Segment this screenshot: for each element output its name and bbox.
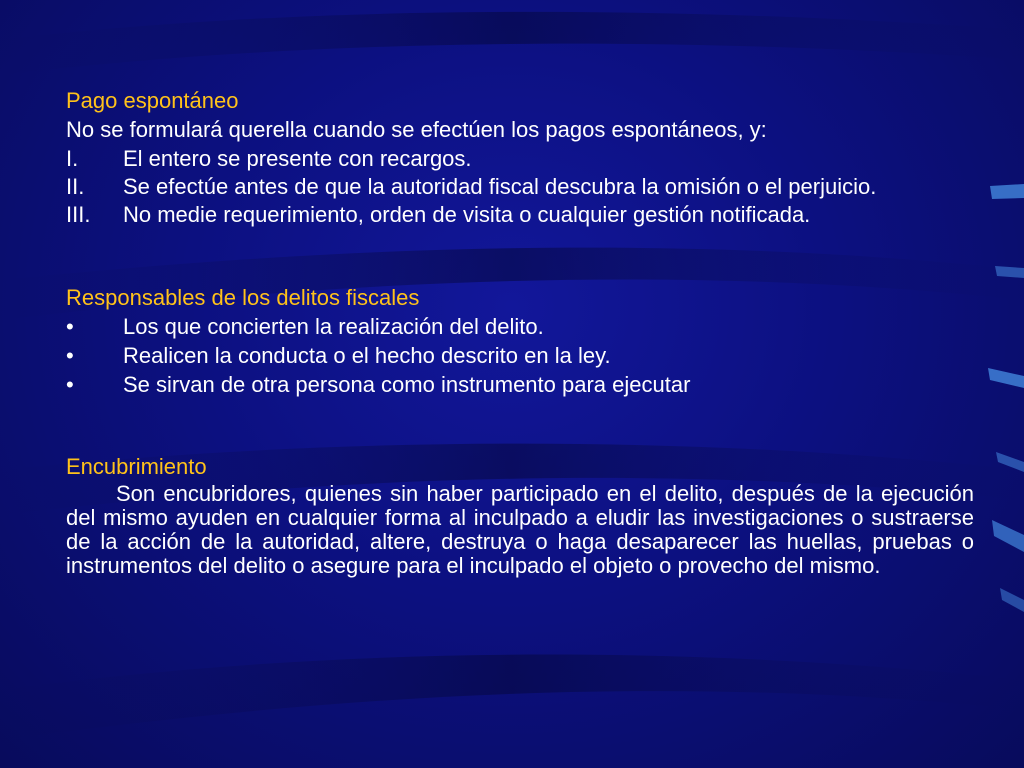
list-item [66,343,974,369]
list-item [66,202,974,228]
list-marker: I. [66,146,79,171]
list-item-text: El entero se presente con recargos. [123,146,472,171]
edge-accent [990,184,1024,199]
bullet: • [66,372,74,397]
spacer [66,228,974,285]
section-title-pago-espontaneo: Pago espontáneo [66,88,239,113]
list-item-text: No medie requerimiento, orden de visita o cualquier gestión notificada. [123,202,811,227]
edge-accent [1000,588,1024,612]
edge-accent [988,368,1024,388]
bullet: • [66,343,74,368]
list-item-text: Se efectúe antes de que la autoridad fiscal descubra la omisión o el perjuicio. [123,174,877,199]
slide-content [66,88,974,578]
section-title-responsables: Responsables de los delitos fiscales [66,285,420,310]
bullet: • [66,314,74,339]
list-item [66,372,974,398]
list-item-text: Se sirvan de otra persona como instrumento para ejecutar [123,372,691,397]
list-item-text: Los que concierten la realización del delito. [123,314,544,339]
list-marker: II. [66,174,85,199]
list-item [66,146,974,172]
edge-accent [992,520,1024,552]
section-intro: No se formulará querella cuando se efectúen los pagos espontáneos, y: [66,117,767,142]
spacer [66,398,974,454]
list-item-text: Realicen la conducta o el hecho descrito en la ley. [123,343,611,368]
section-title-encubrimiento: Encubrimiento [66,454,207,479]
section-paragraph: Son encubridores, quienes sin haber participado en el delito, después de la ejecución del mismo ayuden en cualquier forma al inculpado a eludir las investigaciones o sustraerse de la acción de la autoridad, altere, destruya o haga desaparecer las huellas, pruebas o instrumentos del delito o asegure para el inculpado el objeto o provecho del mismo. [66,481,974,578]
list-marker: III. [66,202,91,227]
list-item [66,314,974,340]
list-item [66,175,974,199]
